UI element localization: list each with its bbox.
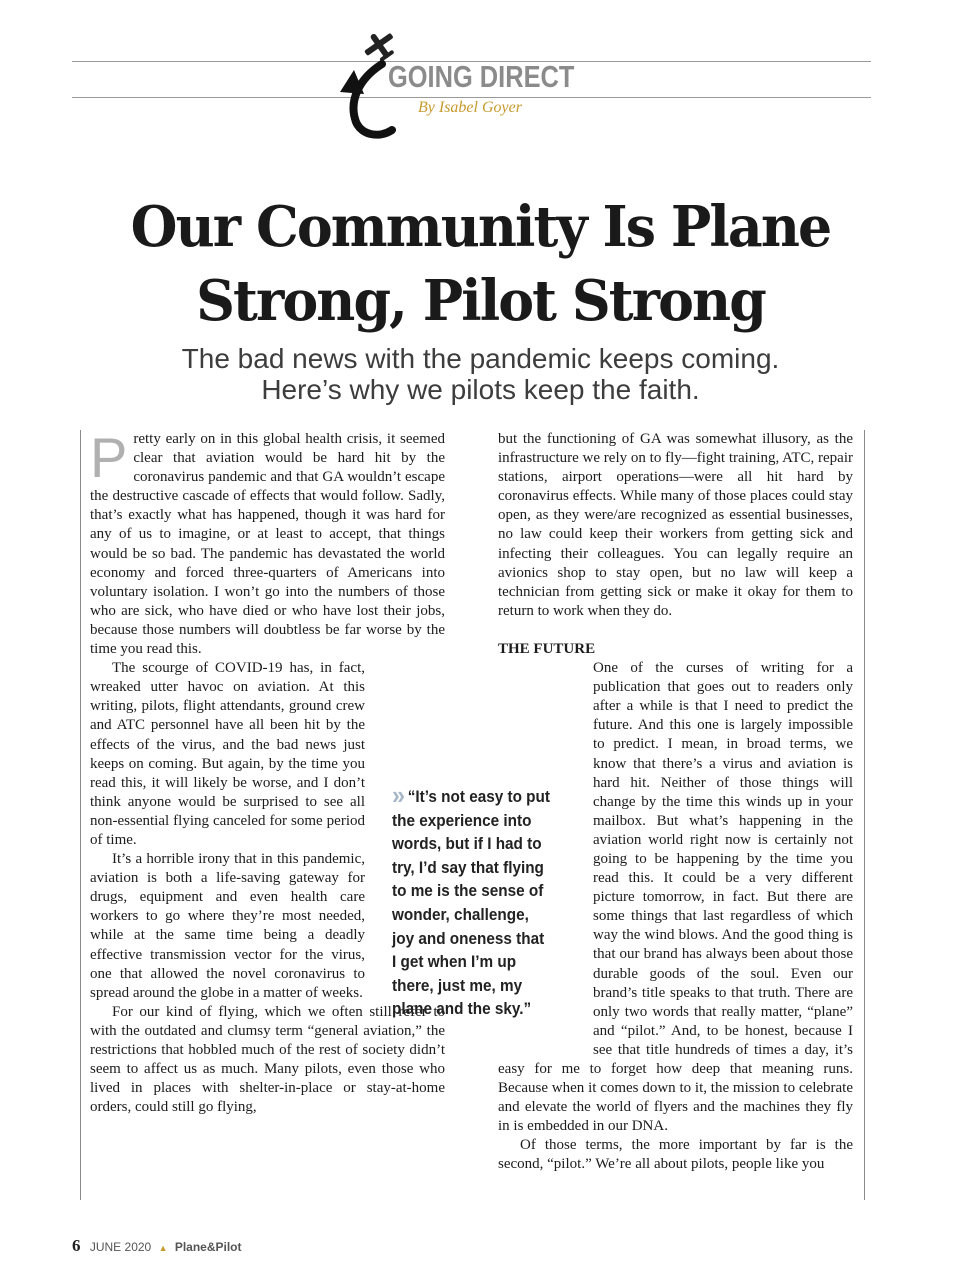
dek-line-1: The bad news with the pandemic keeps coming. bbox=[181, 343, 780, 374]
paragraph: Of those terms, the more important by far is the second, “pilot.” We’re all about pilots, people like you bbox=[498, 1137, 853, 1173]
paragraph: The scourge of COVID-19 has, in fact, wreaked utter havoc on aviation. At this writing, pilots, flight attendants, ground crew and ATC personnel have all been hit by the effects of the virus, and the bad news just keeps on coming. But again, by the time you read this, it will likely be worse, and I don’t think anyone would be surprised to see all non-essential flying canceled for some period of time. bbox=[90, 660, 365, 848]
dek bbox=[0, 343, 961, 405]
triangle-icon: ▲ bbox=[158, 1243, 168, 1253]
pull-quote bbox=[392, 780, 552, 1021]
pull-quote-text: “It’s not easy to put the experience into words, but if I had to try, I’d say that flying to me is the sense of wonder, challenge, joy and oneness that I get when I’m up there, just me, my plane and the sky.” bbox=[392, 787, 550, 1019]
paragraph: but the functioning of GA was somewhat illusory, as the infrastructure we rely on to fly—fight training, ATC, repair stations, airport operations—were all hit hard by coronavirus effects. While many of those places could stay open, as they were/are recognized as essential businesses, no law could keep their workers from getting sick and infecting their colleagues. You can legally require an avionics shop to stay open, but no law will keep a technician from getting sick or make it okay for them to return to work when they do. bbox=[498, 431, 853, 619]
page-footer bbox=[72, 1236, 242, 1256]
paragraph: Pretty early on in this global health crisis, it seemed clear that aviation would be hard hit by the coronavirus pandemic and that GA wouldn’t escape the destructive cascade of effects that would follow. Sadly, that’s exactly what has happened, though it was hard for any of us to imagine, or at least to accept, that things would be so bad. The pandemic has devastated the world economy and forced three-quarters of Americans into voluntary isolation. I won’t go into the numbers of those who are sick, who have died or who have lost their jobs, because those numbers will doubtless be far worse by the time you read this. bbox=[90, 426, 445, 658]
byline: By Isabel Goyer bbox=[418, 99, 522, 116]
paragraph: It’s a horrible irony that in this pandemic, aviation is both a life-saving gateway for drugs, equipment and even health care workers to go where they’re most needed, while at the same time being a deadly effective transmission vector for the virus, one that allowed the novel coronavirus to spread around the globe in a matter of weeks. bbox=[90, 851, 365, 1001]
page-number: 6 bbox=[72, 1236, 81, 1255]
issue-date: JUNE 2020 bbox=[89, 1240, 152, 1254]
headline-line-1: Our Community Is Plane bbox=[130, 194, 831, 260]
headline-line-2: Strong, Pilot Strong bbox=[196, 268, 765, 334]
drop-cap: P bbox=[90, 426, 128, 489]
headline bbox=[0, 190, 961, 338]
column-kicker: GOING DIRECT bbox=[388, 59, 575, 94]
paragraph: One of the curses of writing for a publication that goes out to readers only after a while is that I need to predict the future. And this one is largely impossible to predict. I mean, in broad terms, we know that there’s a virus and aviation is hard hit. Neither of those things will change by the time this winds up in your mailbox. But what’s happening in the aviation world right now is certainly not going to be happening by the time you read this. It could be a very different picture tomorrow, in fact. But there are some things that last regardless of which way the wind blows. And the good thing is that our brand has always been about those durable goods of the soul. Even our brand’s title speaks to that truth. There are only two words that really matter, “plane” and “pilot.” And, to be honest, because I see that title hundreds of times a day, it’s easy for me to forget how deep that meaning runs. Because when it comes down to it, the mission to celebrate and elevate the world of flyers and the machines they fly in is embedded in our DNA. bbox=[498, 660, 853, 1135]
dek-line-2: Here’s why we pilots keep the faith. bbox=[261, 374, 700, 405]
subhead: THE FUTURE bbox=[498, 640, 596, 657]
column-bar-right bbox=[864, 430, 865, 1200]
column-bar-left bbox=[80, 430, 81, 1200]
chevron-icon: » bbox=[392, 780, 403, 810]
paragraph: For our kind of flying, which we often still refer to with the outdated and clumsy term “general aviation,” the restrictions that hobbled much of the rest of society didn’t seem to affect us as much. Many pilots, even those who lived in places with shelter-in-place or stay-at-home orders, could still go flying, bbox=[90, 1003, 445, 1116]
header-rule-bottom bbox=[72, 97, 871, 98]
magazine-name: Plane&Pilot bbox=[174, 1240, 242, 1254]
